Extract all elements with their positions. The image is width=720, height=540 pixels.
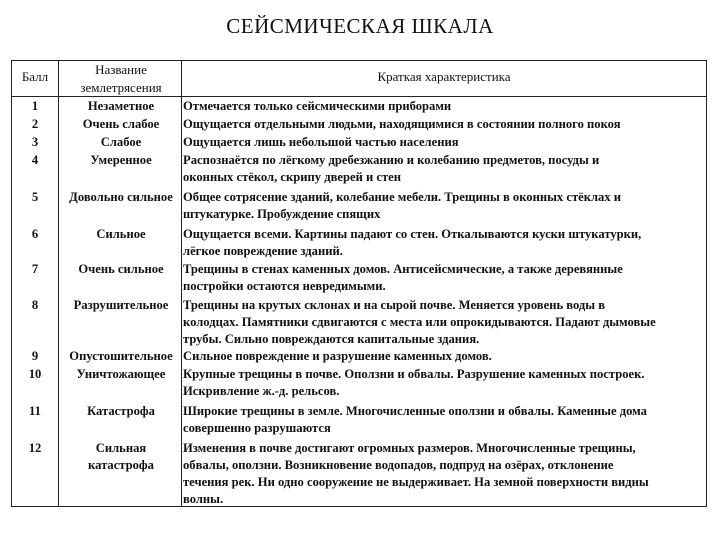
row-ball: 7 — [31, 262, 39, 276]
row-description: Общее сотрясение зданий, колебание мебели. Трещины в оконных стёклах и — [183, 190, 622, 204]
row-description: Трещины в стенах каменных домов. Антисейсмические, а также деревянные — [183, 262, 623, 276]
header-description: Краткая характеристика — [377, 69, 511, 84]
column-divider — [58, 61, 59, 506]
row-ball: 1 — [31, 99, 39, 113]
row-description: Крупные трещины в почве. Оползни и обвалы. Разрушение каменных построек. — [183, 367, 645, 381]
row-quake-name: Слабое — [100, 135, 142, 149]
row-quake-name: Незаметное — [87, 99, 155, 113]
row-quake-name: Опустошительное — [69, 349, 173, 363]
row-ball: 8 — [31, 298, 39, 312]
row-description: Ощущается отдельными людьми, находящимися в состоянии полного покоя — [183, 117, 621, 131]
row-description: Ощущается всеми. Картины падают со стен. Откалываются куски штукатурки, — [183, 227, 642, 241]
row-description: Искривление ж.-д. рельсов. — [183, 384, 340, 398]
row-description: обвалы, оползни. Возникновение водопадов, подпруд на озёрах, отклонение — [183, 458, 614, 472]
row-description: лёгкое повреждение зданий. — [183, 244, 343, 258]
header-name-line1: Название — [95, 62, 147, 77]
row-quake-name: Разрушительное — [73, 298, 169, 312]
row-ball: 3 — [31, 135, 39, 149]
row-description: волны. — [183, 492, 224, 506]
row-description: Широкие трещины в земле. Многочисленные оползни и обвалы. Каменные дома — [183, 404, 647, 418]
row-quake-name: Катастрофа — [87, 404, 155, 418]
row-ball: 9 — [31, 349, 39, 363]
row-description: штукатурке. Пробуждение спящих — [183, 207, 381, 221]
row-description: Распознаётся по лёгкому дребезжанию и колебанию предметов, посуды и — [183, 153, 600, 167]
row-ball: 6 — [31, 227, 39, 241]
row-quake-name: Довольно сильное — [69, 190, 173, 204]
row-description: Сильное повреждение и разрушение каменных домов. — [183, 349, 492, 363]
row-quake-name: Сильное — [96, 227, 146, 241]
header-name-line2: землетрясения — [80, 80, 162, 95]
row-ball: 4 — [31, 153, 39, 167]
row-quake-name: Умеренное — [90, 153, 152, 167]
row-description: Изменения в почве достигают огромных размеров. Многочисленные трещины, — [183, 441, 636, 455]
row-ball: 2 — [31, 117, 39, 131]
row-description: течения рек. Ни одно сооружение не выдерживает. На земной поверхности видны — [183, 475, 649, 489]
row-description: трубы. Сильно повреждаются капитальные здания. — [183, 332, 480, 346]
row-quake-name: Сильная — [95, 441, 147, 455]
row-quake-name: Очень слабое — [82, 117, 160, 131]
row-ball: 5 — [31, 190, 39, 204]
page-title: СЕЙСМИЧЕСКАЯ ШКАЛА — [226, 14, 494, 38]
row-ball: 12 — [28, 441, 42, 455]
row-description: колодцах. Памятники сдвигаются с места или опрокидываются. Падают дымовые — [183, 315, 656, 329]
row-ball: 11 — [29, 404, 41, 418]
row-quake-name: Очень сильное — [78, 262, 164, 276]
row-description: постройки остаются невредимыми. — [183, 279, 386, 293]
row-description: Ощущается лишь небольшой частью населения — [183, 135, 459, 149]
row-quake-name: катастрофа — [88, 458, 154, 472]
row-description: совершенно разрушаются — [183, 421, 331, 435]
row-description: оконных стёкол, скрипу дверей и стен — [183, 170, 402, 184]
row-ball: 10 — [28, 367, 42, 381]
row-description: Трещины на крутых склонах и на сырой почве. Меняется уровень воды в — [183, 298, 606, 312]
header-ball: Балл — [21, 69, 49, 84]
row-description: Отмечается только сейсмическими приборами — [183, 99, 452, 113]
row-quake-name: Уничтожающее — [76, 367, 166, 381]
header-divider — [12, 96, 706, 97]
